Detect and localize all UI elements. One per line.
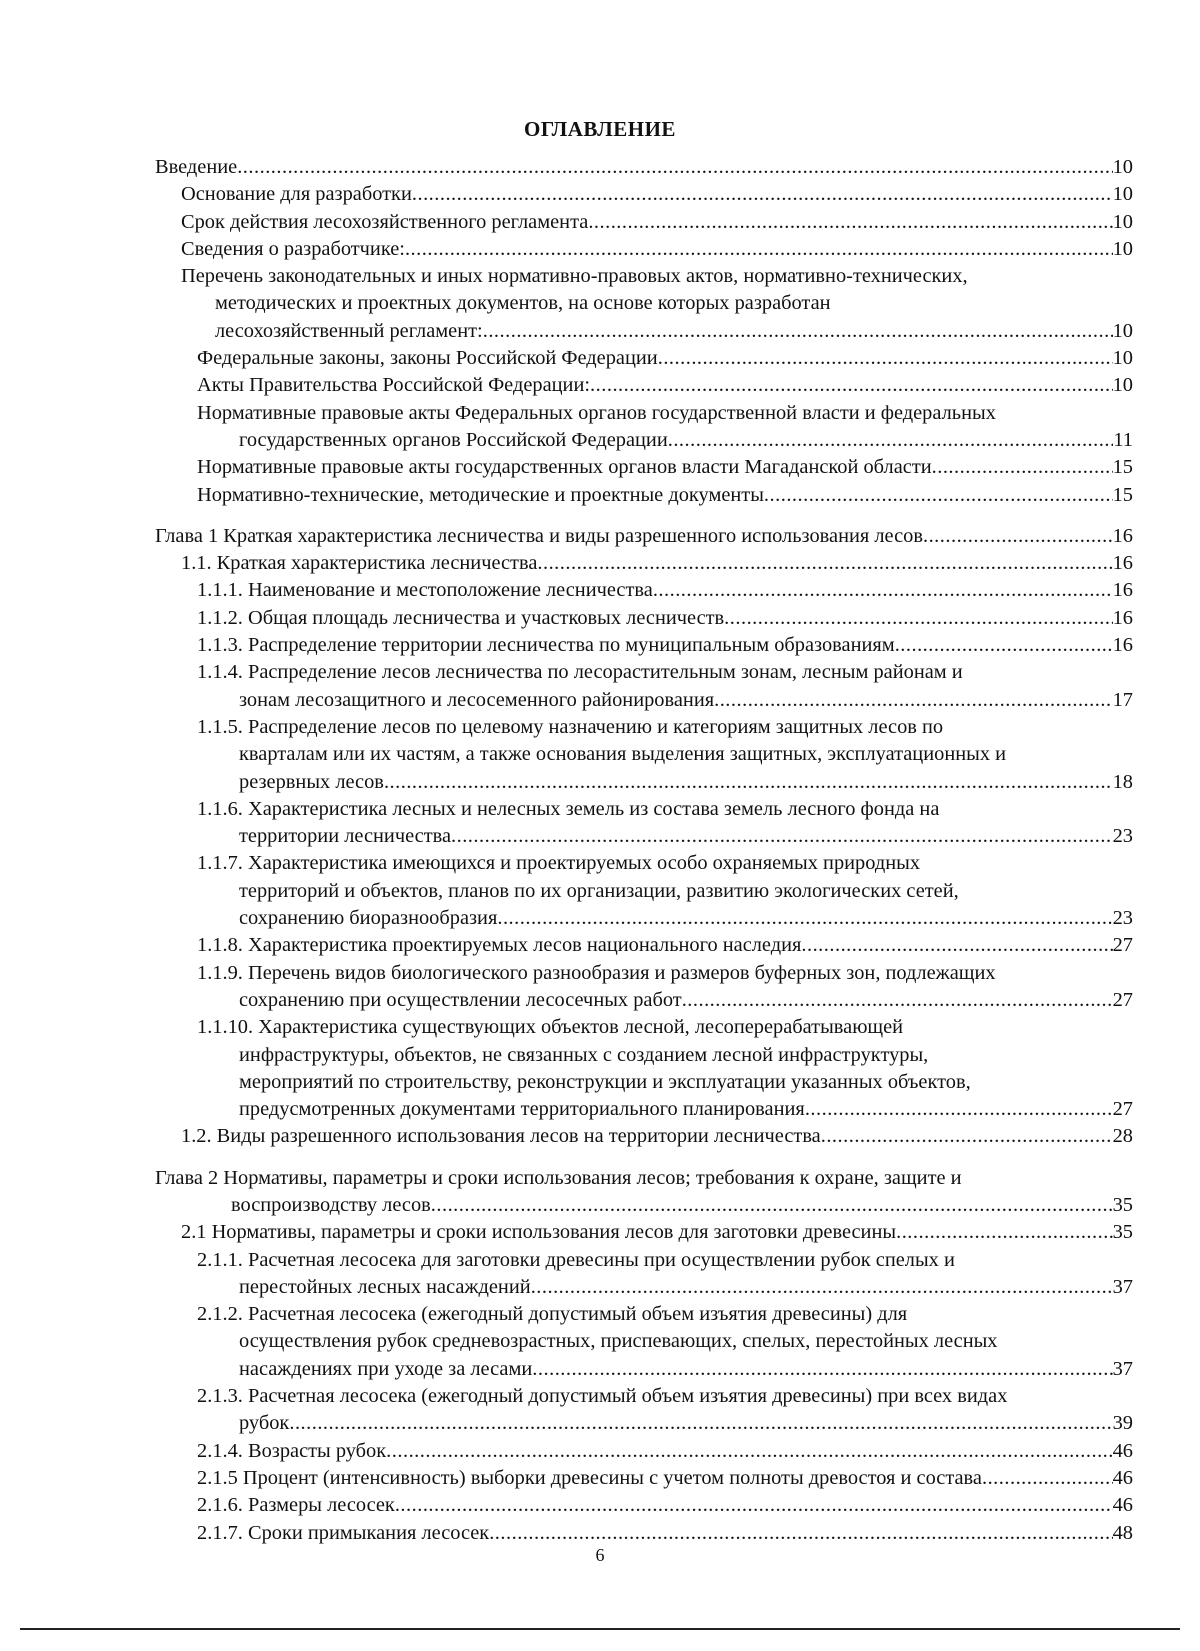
toc-entry-leader-line [197, 1274, 1133, 1301]
toc-entry-page: 15 [1112, 456, 1133, 479]
toc-entry-text-line: Нормативные правовые акты государственных органов власти Магаданской области [197, 456, 932, 479]
toc-entry-page: 16 [1112, 524, 1133, 547]
toc-entry-text-line: Глава 1 Краткая характеристика лесничества и виды разрешенного использования лесов [155, 524, 923, 547]
toc-entry[interactable] [155, 796, 1133, 851]
toc-entry[interactable] [155, 850, 1133, 932]
page-number: 6 [595, 1545, 605, 1565]
toc-entry-leader-line [181, 236, 1133, 263]
toc-entry-text-line: 2.1.1. Расчетная лесосека для заготовки древесины при осуществлении рубок спелых и [197, 1248, 955, 1271]
toc-entry-leader-line [197, 427, 1133, 454]
toc-entry[interactable] [155, 1014, 1133, 1123]
toc-entry-text-line: 1.1.6. Характеристика лесных и нелесных земель из состава земель лесного фонда на [197, 797, 940, 820]
toc-entry[interactable] [155, 372, 1133, 399]
toc-entry[interactable] [155, 960, 1133, 1015]
toc-entry-text-line: 1.1.2. Общая площадь лесничества и участковых лесничеств [197, 606, 725, 629]
toc-entry-page: 10 [1112, 374, 1133, 397]
toc-entry-text-line: сохранению биоразнообразия [239, 907, 498, 930]
toc-entry-leader-line [181, 550, 1133, 577]
toc-entry-leader-line [197, 577, 1133, 604]
toc-entry-page: 16 [1112, 606, 1133, 629]
bottom-rule [20, 1628, 1180, 1630]
dot-leader [801, 932, 1112, 959]
toc-entry-page: 37 [1112, 1275, 1133, 1298]
dot-leader [668, 427, 1114, 454]
toc-entry-page: 23 [1112, 907, 1133, 930]
toc-entry-text-line: зонам лесозащитного и лесосеменного районирования [239, 688, 715, 711]
toc-entry-text-line: Нормативно-технические, методические и проектные документы [197, 483, 764, 506]
toc-entry-page: 27 [1112, 1098, 1133, 1121]
dot-leader [412, 181, 1113, 208]
toc-entry-page: 37 [1112, 1357, 1133, 1380]
toc-entry[interactable] [155, 400, 1133, 455]
dot-leader [289, 1410, 1112, 1437]
toc-entry[interactable] [155, 263, 1133, 345]
toc-entry-leader-line [197, 454, 1133, 481]
toc-entry-text-line: 2.1.6. Размеры лесосек [197, 1494, 395, 1517]
toc-entry-leader-line [197, 905, 1133, 932]
toc-entry-page: 27 [1112, 988, 1133, 1011]
toc-entry-text-line: кварталам или их частям, а также основания выделения защитных, эксплуатационных и [239, 743, 1007, 766]
toc-entry-text-line: 2.1.5 Процент (интенсивность) выборки древесины с учетом полноты древостоя и состава [197, 1466, 982, 1489]
toc-entry[interactable] [155, 632, 1133, 659]
dot-leader [682, 987, 1113, 1014]
dot-leader [386, 1438, 1112, 1465]
toc-entry-text-line: воспроизводству лесов [231, 1193, 431, 1216]
dot-leader [764, 482, 1113, 509]
toc-entry-text-line: насаждениях при уходе за лесами [239, 1357, 533, 1380]
toc-entry[interactable] [155, 523, 1133, 550]
toc-entry-page: 10 [1112, 347, 1133, 370]
toc-entry[interactable] [155, 714, 1133, 796]
dot-leader [405, 236, 1113, 263]
toc-entry-leader-line [197, 1438, 1133, 1465]
toc-entry-page: 23 [1112, 825, 1133, 848]
toc-entry[interactable] [155, 1438, 1133, 1465]
toc-entry-page: 10 [1112, 156, 1133, 178]
toc-entry-page: 16 [1112, 552, 1133, 575]
toc-entry-leader-line [197, 1410, 1133, 1437]
toc-entry[interactable] [155, 550, 1133, 577]
toc-entry-text-line: рубок [239, 1412, 290, 1435]
dot-leader [895, 632, 1113, 659]
toc-entry-leader-line [197, 1465, 1133, 1492]
toc-entry[interactable] [155, 1165, 1133, 1220]
dot-leader [531, 1274, 1113, 1301]
toc-entry-leader-line [197, 823, 1133, 850]
toc-entry-text-line: 1.1.3. Распределение территории лесничества по муниципальным образованиям [197, 634, 895, 657]
toc-entry-leader-line [181, 209, 1133, 236]
toc-entry[interactable] [155, 482, 1133, 509]
toc-entry[interactable] [155, 1465, 1133, 1492]
dot-leader [395, 1492, 1113, 1519]
toc-entry-text-line: территорий и объектов, планов по их организации, развитию экологических сетей, [239, 879, 959, 902]
toc-entry-page: 10 [1112, 210, 1133, 233]
toc-entry-text-line: предусмотренных документами территориального планирования [239, 1098, 805, 1121]
toc-entry-page: 15 [1112, 483, 1133, 506]
toc-entry[interactable] [155, 154, 1133, 181]
dot-leader [431, 1192, 1113, 1219]
toc-entry-leader-line [197, 1492, 1133, 1519]
toc-entry-leader-line [197, 1096, 1133, 1123]
toc-entry-leader-line [197, 987, 1133, 1014]
toc-entry-text-line: Перечень законодательных и иных нормативно-правовых актов, нормативно-технических, [181, 265, 968, 288]
toc-entry[interactable] [155, 181, 1133, 208]
toc-entry-page: 16 [1112, 579, 1133, 602]
toc-entry-text-line: осуществления рубок средневозрастных, приспевающих, спелых, перестойных лесных [239, 1330, 998, 1353]
toc-entry-leader-line [197, 372, 1133, 399]
dot-leader [537, 550, 1112, 577]
toc-entry-page: 28 [1112, 1125, 1133, 1148]
toc-entry-leader-line [197, 687, 1133, 714]
toc-entry-page: 11 [1113, 428, 1133, 451]
toc-entry-page: 10 [1112, 183, 1133, 206]
toc-entry-text-line: Федеральные законы, законы Российской Федерации [197, 347, 658, 370]
dot-leader [658, 345, 1113, 372]
toc-entry-leader-line [155, 154, 1133, 181]
toc-entry-page: 10 [1112, 237, 1133, 260]
toc-list [155, 154, 1133, 1547]
toc-entry[interactable] [155, 605, 1133, 632]
toc-entry-text-line: резервных лесов [239, 770, 384, 793]
toc-entry-text-line: 1.1.1. Наименование и местоположение лесничества [197, 579, 653, 602]
toc-entry-text-line: 1.1.5. Распределение лесов по целевому назначению и категориям защитных лесов по [197, 715, 944, 738]
dot-leader [896, 1219, 1113, 1246]
dot-leader [489, 1520, 1112, 1547]
toc-entry-text-line: 1.2. Виды разрешенного использования лесов на территории лесничества [181, 1125, 821, 1148]
toc-entry-text-line: Основание для разработки [181, 183, 412, 206]
toc-entry-leader-line [197, 932, 1133, 959]
toc-entry-leader-line [197, 1520, 1133, 1547]
dot-leader [384, 769, 1113, 796]
toc-entry[interactable] [155, 1520, 1133, 1547]
toc-entry-page: 35 [1112, 1221, 1133, 1244]
toc-entry-page: 16 [1112, 634, 1133, 657]
dot-leader [483, 318, 1113, 345]
dot-leader [821, 1123, 1113, 1150]
toc-entry-text-line: методических и проектных документов, на основе которых разработан [215, 292, 831, 315]
toc-entry-leader-line [181, 181, 1133, 208]
dot-leader [237, 154, 1112, 181]
toc-entry[interactable] [155, 1383, 1133, 1438]
toc-entry-page: 46 [1112, 1494, 1133, 1517]
toc-entry[interactable] [155, 1301, 1133, 1383]
toc-entry-text-line: мероприятий по строительству, реконструкции и эксплуатации указанных объектов, [239, 1070, 971, 1093]
toc-entry-page: 27 [1112, 934, 1133, 957]
toc-entry-leader-line [181, 318, 1133, 345]
toc-entry[interactable] [155, 236, 1133, 263]
toc-entry-text-line: Срок действия лесохозяйственного регламента [181, 210, 589, 233]
toc-entry-page: 18 [1112, 770, 1133, 793]
toc-entry-leader-line [155, 523, 1133, 550]
toc-entry-text-line: 2.1.4. Возрасты рубок [197, 1439, 387, 1462]
toc-entry-text-line: инфраструктуры, объектов, не связанных с созданием лесной инфраструктуры, [239, 1043, 929, 1066]
toc-entry-page: 17 [1112, 688, 1133, 711]
toc-entry[interactable] [155, 454, 1133, 481]
dot-leader [588, 209, 1112, 236]
toc-entry-text-line: 1.1.4. Распределение лесов лесничества по лесорастительным зонам, лесным районам и [197, 661, 963, 684]
toc-entry[interactable] [155, 1123, 1133, 1150]
dot-leader [590, 372, 1113, 399]
toc-entry[interactable] [155, 659, 1133, 714]
toc-entry-text-line: 2.1.7. Сроки примыкания лесосек [197, 1521, 490, 1544]
toc-entry-page: 35 [1112, 1193, 1133, 1216]
toc-entry-text-line: лесохозяйственный регламент: [215, 319, 483, 342]
dot-leader [451, 823, 1113, 850]
toc-entry-leader-line [197, 632, 1133, 659]
toc-entry-text-line: 1.1.8. Характеристика проектируемых лесов национального наследия [197, 934, 802, 957]
toc-entry[interactable] [155, 1247, 1133, 1302]
dot-leader [724, 605, 1112, 632]
dot-leader [532, 1356, 1112, 1383]
toc-entry[interactable] [155, 1492, 1133, 1519]
toc-entry-text-line: Сведения о разработчике: [181, 237, 405, 260]
toc-entry-leader-line [197, 1356, 1133, 1383]
toc-entry-text-line: Нормативные правовые акты Федеральных органов государственной власти и федеральных [197, 401, 996, 424]
toc-entry-text-line: территории лесничества [239, 825, 452, 848]
dot-leader [805, 1096, 1113, 1123]
toc-title: ОГЛАВЛЕНИЕ [524, 117, 676, 141]
dot-leader [932, 454, 1113, 481]
toc-entry-leader-line [197, 605, 1133, 632]
toc-entry-page: 46 [1112, 1466, 1133, 1489]
toc-entry-page: 10 [1112, 319, 1133, 342]
toc-entry-text-line: сохранению при осуществлении лесосечных работ [239, 988, 682, 1011]
toc-entry-text-line: Акты Правительства Российской Федерации: [197, 374, 591, 397]
toc-entry-leader-line [181, 1123, 1133, 1150]
toc-entry-text-line: 1.1.10. Характеристика существующих объектов лесной, лесоперерабатывающей [197, 1016, 904, 1039]
toc-entry-leader-line [197, 482, 1133, 509]
toc-entry-text-line: 2.1 Нормативы, параметры и сроки использования лесов для заготовки древесины [181, 1221, 897, 1244]
toc-entry-text-line: государственных органов Российской Федерации [239, 428, 668, 451]
dot-leader [653, 577, 1113, 604]
toc-entry-text-line: Глава 2 Нормативы, параметры и сроки использования лесов; требования к охране, защите и [155, 1166, 962, 1189]
toc-entry[interactable] [155, 577, 1133, 604]
toc-entry-text-line: 2.1.3. Расчетная лесосека (ежегодный допустимый объем изъятия древесины) при всех видах [197, 1385, 1008, 1408]
toc-entry-text-line: 2.1.2. Расчетная лесосека (ежегодный допустимый объем изъятия древесины) для [197, 1303, 908, 1326]
dot-leader [982, 1465, 1113, 1492]
toc-entry-text-line: перестойных лесных насаждений [239, 1275, 531, 1298]
toc-entry-text-line: 1.1. Краткая характеристика лесничества [181, 552, 538, 575]
dot-leader [923, 523, 1113, 550]
toc-entry-page: 46 [1112, 1439, 1133, 1462]
toc-entry-page: 39 [1112, 1412, 1133, 1435]
dot-leader [497, 905, 1112, 932]
toc-entry-text-line: Введение [155, 156, 238, 178]
toc-entry[interactable] [155, 209, 1133, 236]
toc-entry[interactable] [155, 345, 1133, 372]
toc-entry-leader-line [197, 345, 1133, 372]
toc-entry-leader-line [155, 1192, 1133, 1219]
toc-entry-text-line: 1.1.9. Перечень видов биологического разнообразия и размеров буферных зон, подлежащих [197, 961, 996, 984]
toc-entry-text-line: 1.1.7. Характеристика имеющихся и проектируемых особо охраняемых природных [197, 852, 921, 875]
toc-entry-page: 48 [1112, 1521, 1133, 1544]
dot-leader [714, 687, 1113, 714]
toc-entry[interactable] [155, 932, 1133, 959]
toc-entry-leader-line [197, 769, 1133, 796]
toc-entry-leader-line [181, 1219, 1133, 1246]
toc-entry[interactable] [155, 1219, 1133, 1246]
